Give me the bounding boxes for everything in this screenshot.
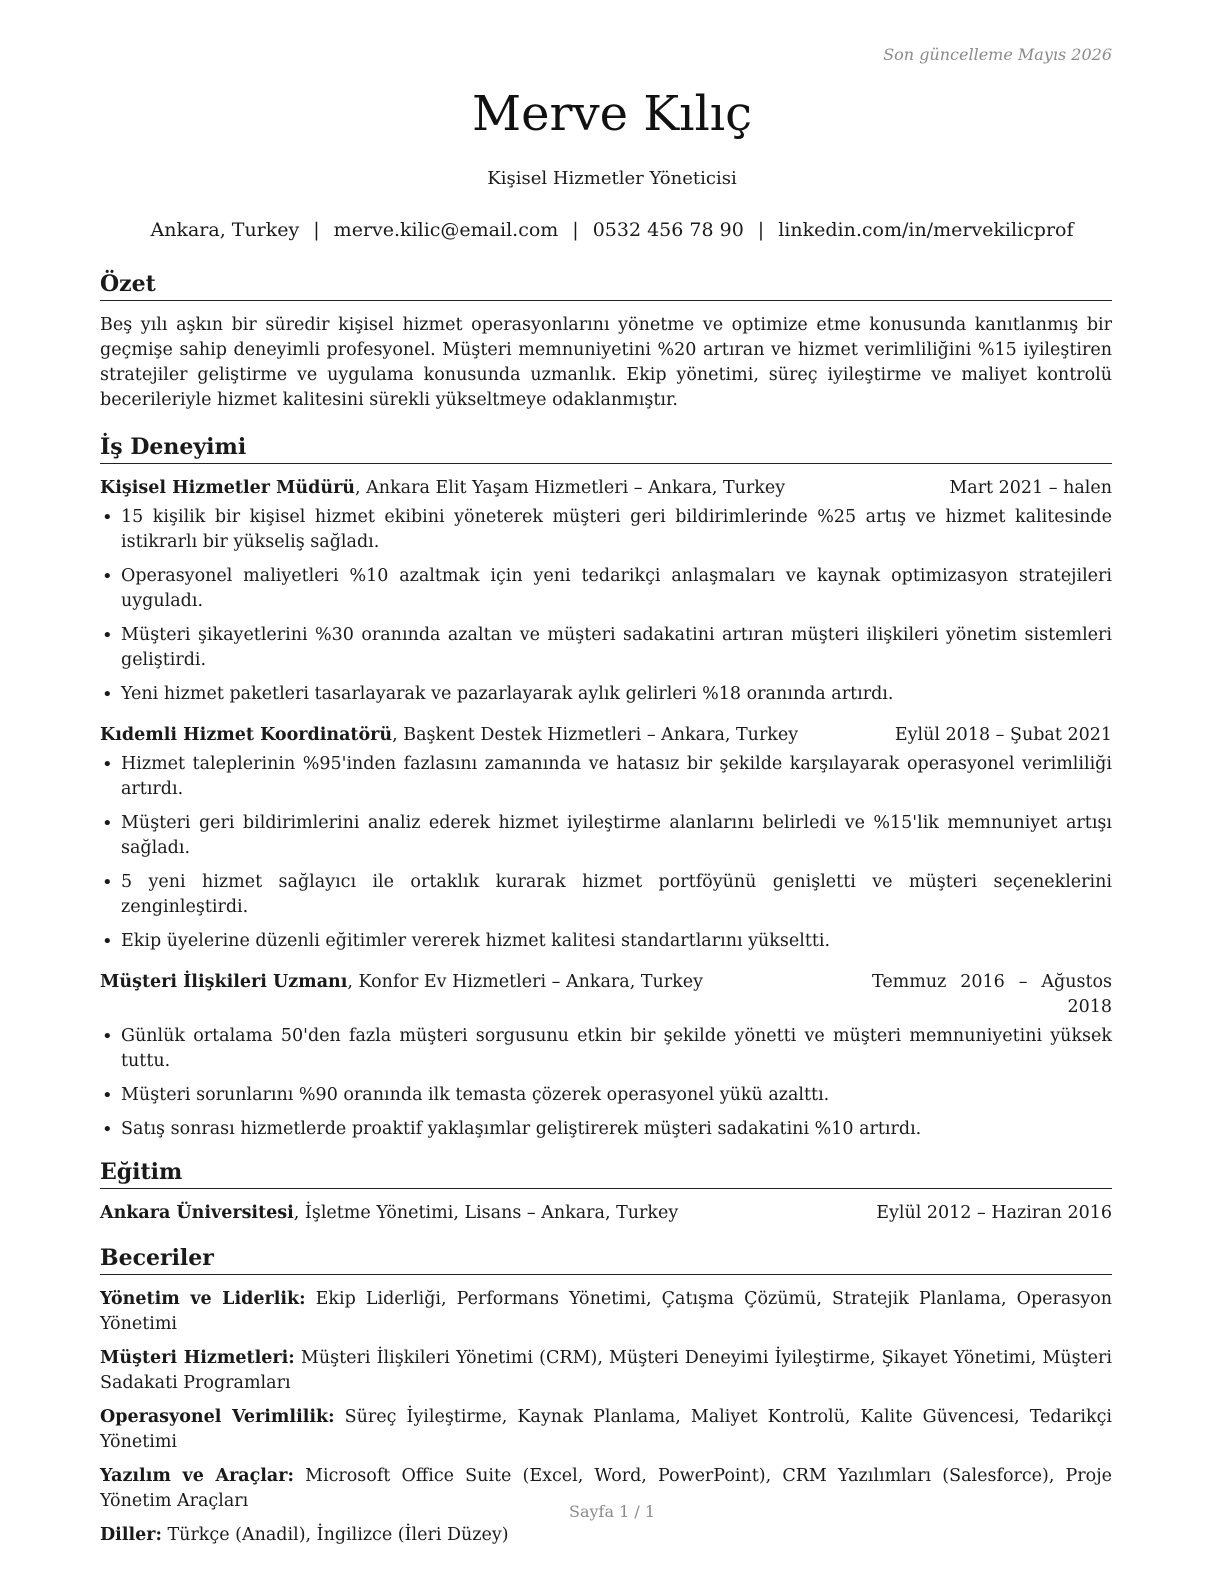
- page-number: Sayfa 1 / 1: [568, 1502, 655, 1521]
- resume-body: [100, 270, 1112, 1557]
- job-bullet: • Satış sonrası hizmetlerde proaktif yaklaşımlar geliştirerek müşteri sadakatini %10 artırdı.: [100, 1117, 1112, 1142]
- summary-text: Beş yılı aşkın bir süredir kişisel hizmet operasyonlarını yönetme ve optimize etme konusunda kanıtlanmış bir geçmişe sahip deneyimli profesyonel. Müşteri memnuniyetini %20 artıran ve hizmet verimliliğini %15 iyileştiren stratejiler geliştirme ve uygulama konusunda uzmanlık. Ekip yönetimi, süreç iyileştirme ve maliyet kontrolü becerileriyle hizmet kalitesini sürekli yükseltmeye odaklanmıştır.: [100, 315, 1112, 410]
- job-dates: Temmuz 2016 – Ağustos 2018: [872, 972, 1112, 1017]
- job-bullet: • 5 yeni hizmet sağlayıcı ile ortaklık kurarak hizmet portföyünü genişletti ve müşteri seçeneklerini zenginleştirdi.: [100, 870, 1112, 920]
- job-entry: [100, 476, 1112, 707]
- contact-line: [0, 219, 1224, 241]
- skill-group: [100, 1523, 1112, 1548]
- section-title-experience: İş Deneyimi: [100, 433, 1112, 464]
- job-position: Kişisel Hizmetler Müdürü: [100, 478, 356, 498]
- contact-linkedin[interactable]: linkedin.com/in/mervekilicprof: [778, 219, 1074, 241]
- job-company: , Ankara Elit Yaşam Hizmetleri – Ankara, Turkey: [355, 478, 786, 498]
- education-details: , İşletme Yönetimi, Lisans – Ankara, Turkey: [293, 1203, 679, 1223]
- candidate-role: Kişisel Hizmetler Yöneticisi: [487, 168, 737, 189]
- skill-label: Yazılım ve Araçlar:: [100, 1466, 294, 1486]
- contact-separator: |: [757, 219, 765, 241]
- job-bullets: [100, 752, 1112, 954]
- job-dates: Mart 2021 – halen: [949, 478, 1112, 498]
- contact-location: Ankara, Turkey: [150, 219, 300, 241]
- candidate-name: Merve Kılıç: [471, 86, 753, 142]
- job-position: Müşteri İlişkileri Uzmanı: [100, 972, 348, 992]
- job-header: [100, 970, 1112, 1020]
- job-bullet: • Müşteri sorunlarını %90 oranında ilk temasta çözerek operasyonel yükü azalttı.: [100, 1083, 1112, 1108]
- job-entry: [100, 970, 1112, 1142]
- job-bullets: [100, 505, 1112, 707]
- job-dates: Eylül 2018 – Şubat 2021: [894, 725, 1112, 745]
- last-updated: Son güncelleme Mayıs 2026: [883, 45, 1112, 64]
- education-dates: Eylül 2012 – Haziran 2016: [876, 1203, 1112, 1223]
- skill-label: Operasyonel Verimlilik:: [100, 1407, 335, 1427]
- skill-value: Ekip Liderliği, Performans Yönetimi, Çatışma Çözümü, Stratejik Planlama, Operasyon Yönetimi: [100, 1289, 1112, 1334]
- contact-phone: 0532 456 78 90: [592, 219, 744, 241]
- section-title-education: Eğitim: [100, 1158, 1112, 1189]
- skill-label: Yönetim ve Liderlik:: [100, 1289, 306, 1309]
- job-company: , Konfor Ev Hizmetleri – Ankara, Turkey: [347, 972, 703, 992]
- contact-separator: |: [572, 219, 579, 241]
- section-title-summary: Özet: [100, 270, 1112, 301]
- skill-value: Müşteri İlişkileri Yönetimi (CRM), Müşteri Deneyimi İyileştirme, Şikayet Yönetimi, Müşteri Sadakati Programları: [100, 1348, 1113, 1393]
- skill-group: [100, 1346, 1112, 1396]
- skill-label: Diller:: [100, 1525, 162, 1545]
- job-bullets: [100, 1024, 1112, 1142]
- job-bullet: • Hizmet taleplerinin %95'inden fazlasını zamanında ve hatasız bir şekilde karşılayarak operasyonel verimliliği artırdı.: [100, 752, 1112, 802]
- job-bullet: • Operasyonel maliyetleri %10 azaltmak için yeni tedarikçi anlaşmaları ve kaynak optimizasyon stratejileri uyguladı.: [100, 564, 1112, 614]
- education-entry: [100, 1201, 1112, 1226]
- skill-value: Türkçe (Anadil), İngilizce (İleri Düzey): [161, 1525, 509, 1545]
- job-bullet: • Müşteri şikayetlerini %30 oranında azaltan ve müşteri sadakatini artıran müşteri ilişkileri yönetim sistemleri geliştirdi.: [100, 623, 1112, 673]
- job-bullet: • Yeni hizmet paketleri tasarlayarak ve pazarlayarak aylık gelirleri %18 oranında artırdı.: [100, 682, 1112, 707]
- section-title-skills: Beceriler: [100, 1244, 1112, 1275]
- job-bullet: • Müşteri geri bildirimlerini analiz ederek hizmet iyileştirme alanlarını belirledi ve %15'lik memnuniyet artışı sağladı.: [100, 811, 1112, 861]
- education-school: Ankara Üniversitesi: [100, 1203, 294, 1223]
- skill-value: Süreç İyileştirme, Kaynak Planlama, Maliyet Kontrolü, Kalite Güvencesi, Tedarikçi Yönetimi: [100, 1407, 1112, 1452]
- job-entry: [100, 723, 1112, 954]
- job-company: , Başkent Destek Hizmetleri – Ankara, Turkey: [392, 725, 799, 745]
- job-position: Kıdemli Hizmet Koordinatörü: [100, 725, 393, 745]
- job-header: [100, 476, 1112, 501]
- job-bullet: • Ekip üyelerine düzenli eğitimler vererek hizmet kalitesi standartlarını yükseltti.: [100, 929, 1112, 954]
- contact-email[interactable]: merve.kilic@email.com: [333, 219, 559, 241]
- skill-value: Microsoft Office Suite (Excel, Word, PowerPoint), CRM Yazılımları (Salesforce), Proje Yönetim Araçları: [100, 1466, 1112, 1511]
- skill-group: [100, 1287, 1112, 1337]
- job-bullet: • 15 kişilik bir kişisel hizmet ekibini yöneterek müşteri geri bildirimlerinde %25 artış ve hizmet kalitesinde istikrarlı bir yükseliş sağladı.: [100, 505, 1112, 555]
- job-bullet: • Günlük ortalama 50'den fazla müşteri sorgusunu etkin bir şekilde yönetti ve müşteri memnuniyetini yüksek tuttu.: [100, 1024, 1112, 1074]
- skill-group: [100, 1405, 1112, 1455]
- skill-label: Müşteri Hizmetleri:: [100, 1348, 295, 1368]
- job-header: [100, 723, 1112, 748]
- contact-separator: |: [313, 219, 320, 241]
